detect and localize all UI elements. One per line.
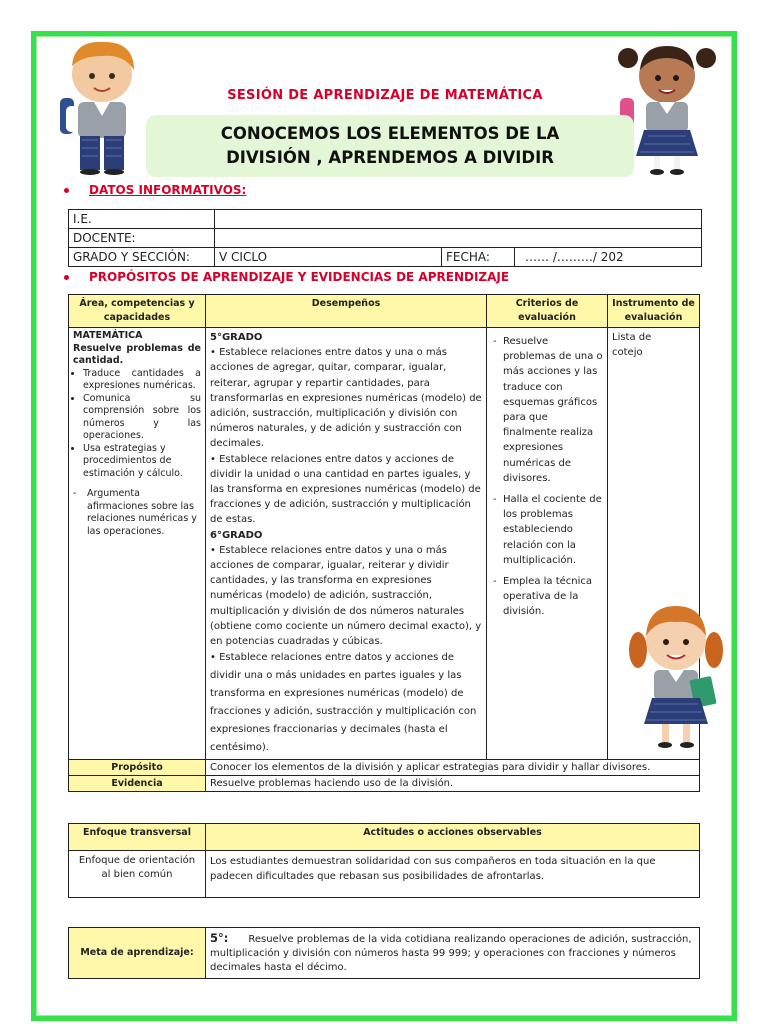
list-item: - Emplea la técnica operativa de la división. — [503, 574, 603, 620]
docente-label: DOCENTE: — [69, 229, 215, 248]
grado-label: GRADO Y SECCIÓN: — [69, 248, 215, 267]
instrumento-value: Lista de cotejo — [612, 332, 652, 359]
datos-heading: DATOS INFORMATIVOS: — [64, 183, 246, 197]
meta-grade: 5°: — [210, 931, 229, 945]
proposito-value: Conocer los elementos de la división y aplicar estrategias para dividir y hallar divisores. — [206, 760, 700, 776]
ie-value — [215, 210, 702, 229]
bullet-dot-icon — [64, 275, 69, 280]
argumenta-item: - Argumenta afirmaciones sobre las relaciones numéricas y las operaciones. — [73, 488, 197, 537]
session-heading: SESIÓN DE APRENDIZAJE DE MATEMÁTICA — [227, 88, 543, 103]
col-header-instrumento: Instrumento de evaluación — [608, 295, 700, 328]
criterios-list — [491, 334, 603, 620]
evidencia-value: Resuelve problemas haciendo uso de la división. — [206, 776, 700, 792]
list-item: • Usa estrategias y procedimientos de estimación y cálculo. — [83, 443, 201, 481]
evidencia-label: Evidencia — [69, 776, 206, 792]
grado-value: V CICLO — [215, 248, 442, 267]
propositos-heading: PROPÓSITOS DE APRENDIZAJE Y EVIDENCIAS DE APRENDIZAJE — [64, 270, 509, 284]
criterios-cell — [487, 328, 608, 760]
list-item: - Resuelve problemas de una o más acciones y las traduce con esquemas gráficos para que finalmente realiza expresiones numéricas de divisores. — [503, 334, 603, 486]
list-item: • Comunica su comprensión sobre los números y las operaciones. — [83, 393, 201, 443]
ie-label: I.E. — [69, 210, 215, 229]
desempeno-5-2: • Establece relaciones entre datos y acciones de dividir la unidad o una cantidad en partes iguales, y las transforma en expresiones numéricas (modelo) de fracciones y de adición, sustracción y multiplicación de estas. — [210, 453, 481, 526]
capacidades-list — [73, 368, 201, 481]
proposito-label: Propósito — [69, 760, 206, 776]
list-item: • Traduce cantidades a expresiones numéricas. — [83, 368, 201, 393]
docente-value — [215, 229, 702, 248]
fecha-label: FECHA: — [442, 248, 515, 267]
meta-table — [68, 927, 700, 979]
title-line-1: CONOCEMOS LOS ELEMENTOS DE LA — [220, 124, 560, 143]
enfoque-header: Enfoque transversal — [69, 824, 206, 851]
grado5-label: 5°GRADO — [210, 332, 263, 343]
desempeno-6-1: • Establece relaciones entre datos y una o más acciones de comparar, igualar, reiterar y dividir cantidades, y las transforma en expresiones numéricas (modelo) de adición, sustracción, multiplicación y división de dos números naturales (obtiene como cociente un número decimal exacto), y en potencias cuadradas y cúbicas. — [210, 544, 482, 648]
boy-illustration — [52, 36, 152, 176]
list-item: - Halla el cociente de los problemas estableciendo relación con la multiplicación. — [503, 492, 603, 568]
col-header-desempenos: Desempeños — [206, 295, 487, 328]
area-cell — [69, 328, 206, 760]
meta-content — [206, 928, 700, 979]
enfoque-table — [68, 823, 700, 898]
bullet-dot-icon — [64, 188, 69, 193]
area-competencia: Resuelve problemas de cantidad. — [73, 342, 201, 366]
page-title — [150, 122, 630, 170]
grado6-label: 6°GRADO — [210, 529, 263, 541]
col-header-criterios: Criterios de evaluación — [487, 295, 608, 328]
area-title: MATEMÁTICA — [73, 330, 143, 341]
actitudes-header: Actitudes o acciones observables — [206, 824, 700, 851]
meta-label: Meta de aprendizaje: — [69, 928, 206, 979]
desempenos-cell — [206, 328, 487, 760]
fecha-value: …… /………/ 202 — [515, 248, 702, 267]
enfoque-name: Enfoque de orientación al bien común — [69, 851, 206, 898]
girl-with-book-illustration — [624, 600, 728, 752]
propositos-table — [68, 294, 700, 792]
enfoque-text: Los estudiantes demuestran solidaridad con sus compañeros en toda situación en la que padecen dificultades que rebasan sus posibilidades de afrontarlas. — [206, 851, 700, 898]
desempeno-5-1: • Establece relaciones entre datos y una o más acciones de agregar, quitar, comparar, igualar, reiterar, agrupar y repartir cantidades, para transformarlas en expresiones numéricas (modelo) de adición, sustracción, multiplicación y división con números naturales, y de adición y sustracción con decimales. — [210, 347, 482, 450]
meta-text: Resuelve problemas de la vida cotidiana realizando operaciones de adición, sustracción, multiplicación y división con números hasta 99 999; y operaciones con fracciones y números decimales hasta el décimo. — [210, 934, 692, 973]
datos-table — [68, 209, 702, 267]
col-header-area: Área, competencias y capacidades — [69, 295, 206, 328]
desempeno-6-2: • Establece relaciones entre datos y acciones de dividir una o más unidades en partes iguales y las transforma en expresiones numéricas (modelo) de fracciones y adición, sustracción y multiplicación con expresiones fraccionarias y decimales (hasta el centésimo). — [210, 652, 477, 754]
title-line-2: DIVISIÓN , APRENDEMOS A DIVIDIR — [226, 148, 554, 167]
